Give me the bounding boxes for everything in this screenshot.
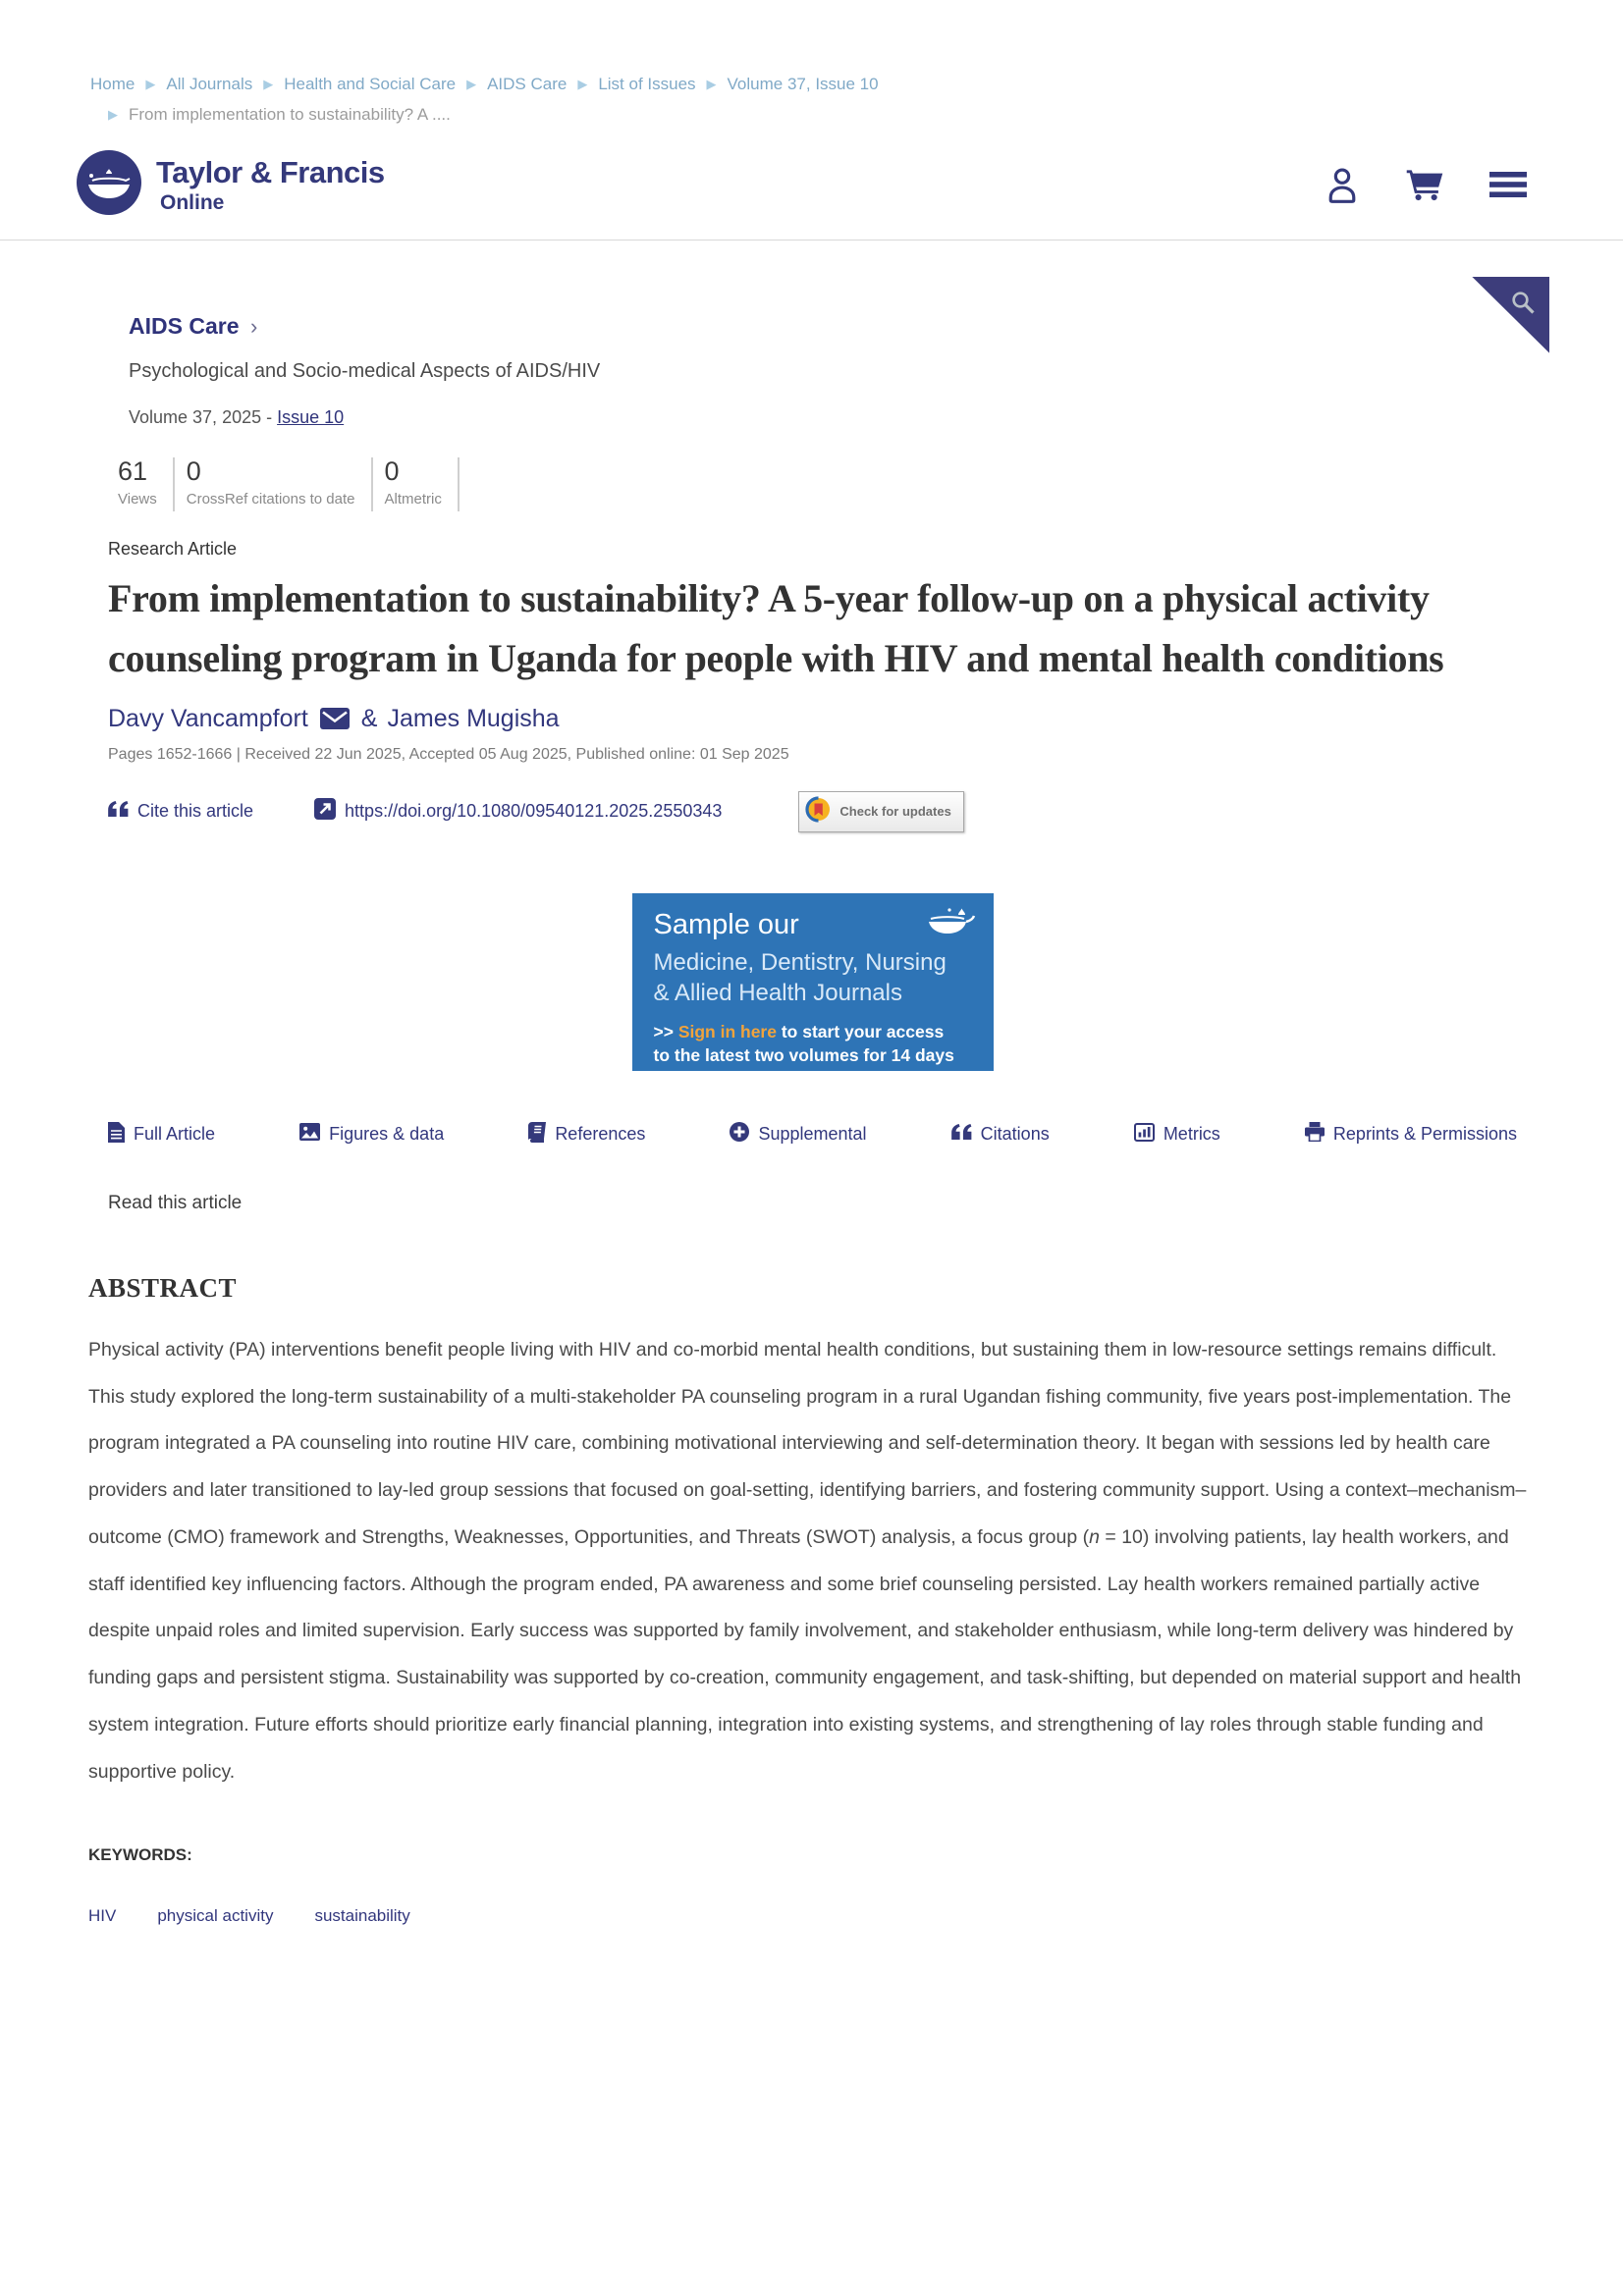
altmetric-count: 0: [384, 455, 400, 486]
breadcrumb-current-article: From implementation to sustainability? A ....: [129, 104, 451, 124]
keyword-link-sustainability[interactable]: sustainability: [314, 1905, 410, 1925]
cite-label: Cite this article: [137, 801, 254, 822]
tab-reprints-permissions[interactable]: [1305, 1122, 1517, 1148]
email-icon[interactable]: [320, 708, 350, 729]
book-icon: [528, 1122, 546, 1148]
metric-altmetric: [373, 457, 460, 512]
authors: [108, 705, 1537, 733]
doi-text: https://doi.org/10.1080/09540121.2025.2550343: [345, 801, 723, 822]
tf-lamp-icon: [923, 906, 978, 942]
sign-in-here-link[interactable]: Sign in here: [677, 1022, 777, 1042]
printer-icon: [1305, 1122, 1325, 1147]
author-link-1[interactable]: Davy Vancampfort: [108, 704, 308, 732]
chevron-right-icon: ▶: [577, 77, 588, 91]
article-type: Research Article: [108, 539, 238, 560]
tf-lamp-logo-icon: [77, 150, 141, 220]
tab-references[interactable]: [528, 1122, 645, 1148]
article-page: [0, 240, 1623, 2093]
tab-metrics[interactable]: [1134, 1122, 1220, 1148]
breadcrumb-link-volume-issue[interactable]: Volume 37, Issue 10: [727, 75, 879, 93]
journal-volume: [129, 407, 1537, 428]
breadcrumb-link-aids-care[interactable]: AIDS Care: [487, 75, 568, 93]
external-link-icon: [314, 798, 336, 825]
author-link-2[interactable]: James Mugisha: [387, 704, 560, 732]
bar-chart-icon: [1134, 1123, 1155, 1147]
tab-figures-data[interactable]: [299, 1122, 444, 1148]
chevron-right-icon: ▶: [108, 106, 118, 122]
metric-views: [118, 457, 175, 512]
tab-label: References: [555, 1124, 646, 1145]
cta-arrows: >>: [653, 1022, 678, 1042]
masthead: [0, 127, 1623, 240]
breadcrumb-link-list-of-issues[interactable]: List of Issues: [598, 75, 696, 93]
breadcrumb: [0, 0, 1623, 127]
tab-citations[interactable]: [951, 1122, 1050, 1148]
abstract-n-italic: n: [1089, 1525, 1100, 1548]
promo-banner: [632, 893, 994, 1071]
logo-subtitle: Online: [160, 190, 225, 214]
crossref-count: 0: [186, 455, 201, 486]
journal-info: [88, 240, 1537, 428]
tab-full-article[interactable]: [108, 1122, 215, 1148]
abstract-text: [88, 1327, 1537, 1796]
logo-text: [156, 155, 385, 215]
chevron-right-icon: ▶: [145, 77, 156, 91]
tab-label: Reprints & Permissions: [1332, 1124, 1517, 1145]
crossmark-icon: [805, 796, 832, 828]
banner-subtitle-line1: Medicine, Dentistry, Nursing: [653, 948, 947, 976]
breadcrumb-line1: [90, 73, 1564, 96]
banner-cta: [654, 1021, 974, 1067]
tab-label: Citations: [980, 1124, 1050, 1145]
article-tool-tabs: [108, 1122, 1517, 1148]
read-this-article-link[interactable]: Read this article: [108, 1192, 243, 1213]
banner-subtitle-line2: & Allied Health Journals: [653, 980, 902, 1007]
cart-icon[interactable]: [1406, 168, 1443, 201]
views-label: Views: [118, 491, 157, 508]
check-for-updates-button[interactable]: [798, 791, 963, 832]
check-for-updates-label: Check for updates: [839, 804, 951, 820]
journal-name-link[interactable]: AIDS Care: [129, 312, 240, 339]
abstract-part2: = 10) involving patients, lay health workers, and staff identified key influencing factors. Although the program ended, PA awareness and some brief counseling persisted. Lay health workers remained partially active despite unpaid roles and limited supervision. Early success was supported by family involvement, and stakeholder enthusiasm, while long-term delivery was hindered by funding gaps and persistent stigma. Sustainability was supported by co-creation, community engagement, and task-shifting, but depended on material support and health system integration. Future efforts should prioritize early financial planning, integration into existing systems, and strengthening of lay roles through stable funding and supportive policy.: [88, 1525, 1522, 1783]
breadcrumb-line2: [108, 103, 1564, 127]
tab-supplemental[interactable]: [730, 1122, 866, 1148]
breadcrumb-link-health-social-care[interactable]: Health and Social Care: [284, 75, 457, 93]
altmetric-label: Altmetric: [384, 491, 442, 508]
views-count: 61: [118, 455, 148, 486]
banner-title: Sample our: [653, 908, 799, 940]
issue-link[interactable]: Issue 10: [277, 406, 345, 427]
plus-circle-icon: [730, 1122, 749, 1147]
taylor-francis-logo[interactable]: [77, 150, 385, 220]
chevron-right-icon: ▶: [263, 77, 274, 91]
breadcrumb-link-all-journals[interactable]: All Journals: [166, 75, 253, 93]
article-metrics: [118, 457, 1537, 512]
crossref-label: CrossRef citations to date: [186, 491, 355, 508]
document-icon: [108, 1122, 125, 1148]
menu-icon[interactable]: [1489, 170, 1527, 199]
volume-text: Volume 37, 2025 -: [129, 406, 278, 427]
doi-link[interactable]: [314, 798, 722, 825]
author-separator: &: [360, 704, 378, 732]
keywords-list: [88, 1906, 1537, 1926]
tab-label: Metrics: [1163, 1124, 1220, 1145]
site-header: [0, 0, 1623, 240]
metric-crossref: [175, 457, 373, 512]
header-icons: [1325, 165, 1527, 204]
logo-title: Taylor & Francis: [156, 154, 385, 189]
tab-label: Supplemental: [758, 1124, 867, 1145]
keywords-heading: KEYWORDS:: [88, 1844, 192, 1864]
journal-subtitle: Psychological and Socio-medical Aspects of AIDS/HIV: [129, 359, 601, 382]
quote-icon: [951, 1124, 972, 1145]
tab-label: Figures & data: [329, 1124, 445, 1145]
chevron-icon: ›: [249, 313, 258, 339]
account-icon[interactable]: [1325, 165, 1360, 204]
tab-label: Full Article: [134, 1124, 216, 1145]
cite-row: [108, 791, 1537, 832]
keyword-link-physical-activity[interactable]: physical activity: [157, 1905, 274, 1925]
quote-icon: [108, 801, 129, 822]
chevron-right-icon: ▶: [466, 77, 477, 91]
keyword-link-hiv[interactable]: HIV: [88, 1905, 117, 1925]
article-meta: Pages 1652-1666 | Received 22 Jun 2025, Accepted 05 Aug 2025, Published online: 01 Sep 2025: [108, 745, 789, 763]
article-title: From implementation to sustainability? A 5-year follow-up on a physical activity counseling program in Uganda for people with HIV and mental health conditions: [108, 576, 1444, 681]
cta-line2: to the latest two volumes for 14 days: [653, 1044, 954, 1065]
breadcrumb-link-home[interactable]: Home: [90, 75, 135, 93]
cta-suffix: to start your access: [776, 1022, 945, 1042]
abstract-heading: ABSTRACT: [88, 1272, 238, 1303]
abstract-part1: Physical activity (PA) interventions benefit people living with HIV and co-morbid mental health conditions, but sustaining them in low-resource settings remains difficult. This study explored the long-term sustainability of a multi-stakeholder PA counseling program in a rural Ugandan fishing community, five years post-implementation. The program integrated a PA counseling into routine HIV care, combining motivational interviewing and self-determination theory. It began with sessions led by health care providers and later transitioned to lay-led group sessions that focused on goal-setting, identifying barriers, and fostering community support. Using a context–mechanism–outcome (CMO) framework and Strengths, Weaknesses, Opportunities, and Threats (SWOT) analysis, a focus group (: [88, 1338, 1527, 1548]
cite-this-article-button[interactable]: [108, 801, 253, 822]
image-icon: [299, 1123, 320, 1146]
chevron-right-icon: ▶: [706, 77, 717, 91]
